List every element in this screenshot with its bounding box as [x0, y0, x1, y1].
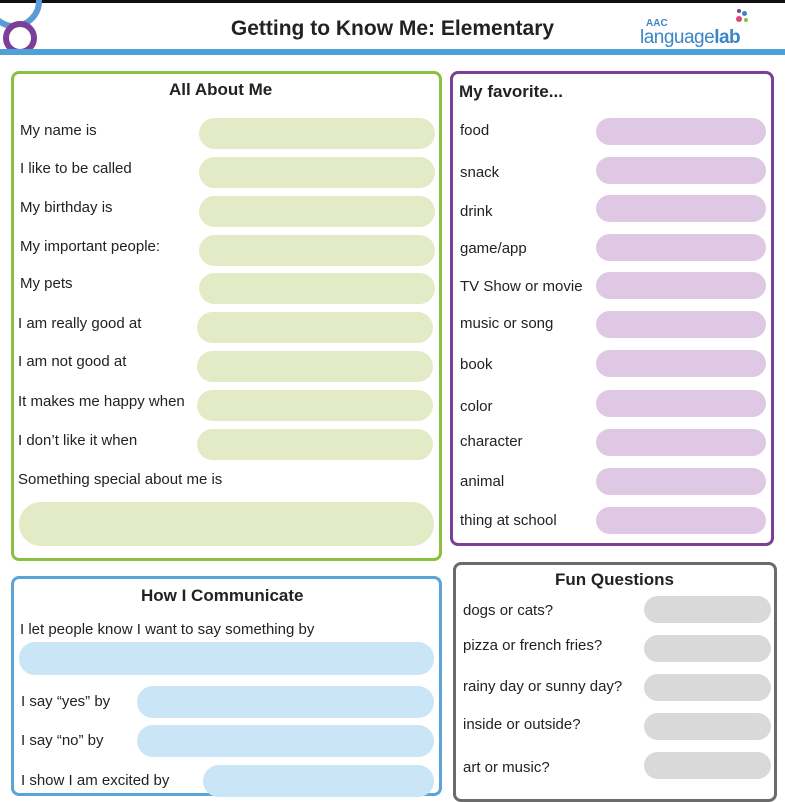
favorite-school-field[interactable]	[596, 507, 766, 534]
pets-field[interactable]	[199, 273, 435, 304]
item-label: rainy day or sunny day?	[463, 678, 623, 695]
item-label: I like to be called	[20, 160, 132, 177]
how-i-communicate-section	[11, 576, 442, 796]
favorite-food-field[interactable]	[596, 118, 766, 145]
section-title: My favorite...	[459, 82, 563, 101]
item-label: I am not good at	[18, 353, 127, 370]
favorite-drink-field[interactable]	[596, 195, 766, 222]
item-label: I let people know I want to say something by	[20, 621, 315, 638]
good-at-field[interactable]	[197, 312, 433, 343]
item-label: My name is	[20, 122, 97, 139]
page-header	[0, 3, 785, 49]
item-label: inside or outside?	[463, 716, 581, 733]
happy-when-field[interactable]	[197, 390, 433, 421]
pizza-or-fries-field[interactable]	[644, 635, 771, 662]
say-no-field[interactable]	[137, 725, 434, 757]
art-or-music-field[interactable]	[644, 752, 771, 779]
item-label: It makes me happy when	[18, 393, 185, 410]
section-title: Fun Questions	[555, 570, 674, 589]
favorite-character-field[interactable]	[596, 429, 766, 456]
item-label: I say “yes” by	[21, 693, 111, 710]
fun-questions-section	[453, 562, 777, 802]
something-special-field[interactable]	[19, 502, 434, 546]
item-label: music or song	[460, 315, 554, 332]
logo-aac-text: AAC	[646, 18, 668, 29]
favorite-tv-field[interactable]	[596, 272, 766, 299]
item-label: Something special about me is	[18, 471, 223, 488]
section-title: How I Communicate	[141, 586, 304, 605]
item-label: I am really good at	[18, 315, 142, 332]
item-label: book	[460, 356, 493, 373]
say-yes-field[interactable]	[137, 686, 434, 718]
item-label: thing at school	[460, 512, 557, 529]
item-label: character	[460, 433, 523, 450]
item-label: My important people:	[20, 238, 161, 255]
item-label: art or music?	[463, 759, 550, 776]
item-label: I show I am excited by	[21, 772, 170, 789]
want-to-say-field[interactable]	[19, 642, 434, 675]
item-label: animal	[460, 473, 505, 490]
name-field[interactable]	[199, 118, 435, 149]
dogs-or-cats-field[interactable]	[644, 596, 771, 623]
item-label: I say “no” by	[21, 732, 104, 749]
important-people-field[interactable]	[199, 235, 435, 266]
excited-field[interactable]	[203, 765, 434, 797]
favorite-snack-field[interactable]	[596, 157, 766, 184]
item-label: My birthday is	[20, 199, 113, 216]
item-label: I don’t like it when	[18, 432, 138, 449]
item-label: snack	[460, 164, 500, 181]
item-label: food	[460, 122, 490, 139]
favorite-color-field[interactable]	[596, 390, 766, 417]
inside-or-outside-field[interactable]	[644, 713, 771, 740]
not-good-at-field[interactable]	[197, 351, 433, 382]
item-label: My pets	[20, 275, 73, 292]
dont-like-field[interactable]	[197, 429, 433, 460]
favorite-book-field[interactable]	[596, 350, 766, 377]
favorite-music-field[interactable]	[596, 311, 766, 338]
page-title: Getting to Know Me: Elementary	[230, 17, 555, 40]
item-label: game/app	[460, 240, 527, 257]
item-label: TV Show or movie	[460, 278, 583, 295]
logo-wordmark: languagelab	[640, 27, 741, 48]
item-label: pizza or french fries?	[463, 637, 603, 654]
aac-language-lab-logo	[640, 9, 775, 49]
all-about-me-section	[11, 71, 442, 561]
item-label: color	[460, 398, 493, 415]
called-field[interactable]	[199, 157, 435, 188]
my-favorite-section	[450, 71, 774, 546]
favorite-animal-field[interactable]	[596, 468, 766, 495]
birthday-field[interactable]	[199, 196, 435, 227]
item-label: drink	[460, 203, 493, 220]
header-blue-rule	[0, 49, 785, 55]
item-label: dogs or cats?	[463, 602, 554, 619]
favorite-game-field[interactable]	[596, 234, 766, 261]
section-title: All About Me	[169, 80, 273, 99]
rainy-or-sunny-field[interactable]	[644, 674, 771, 701]
